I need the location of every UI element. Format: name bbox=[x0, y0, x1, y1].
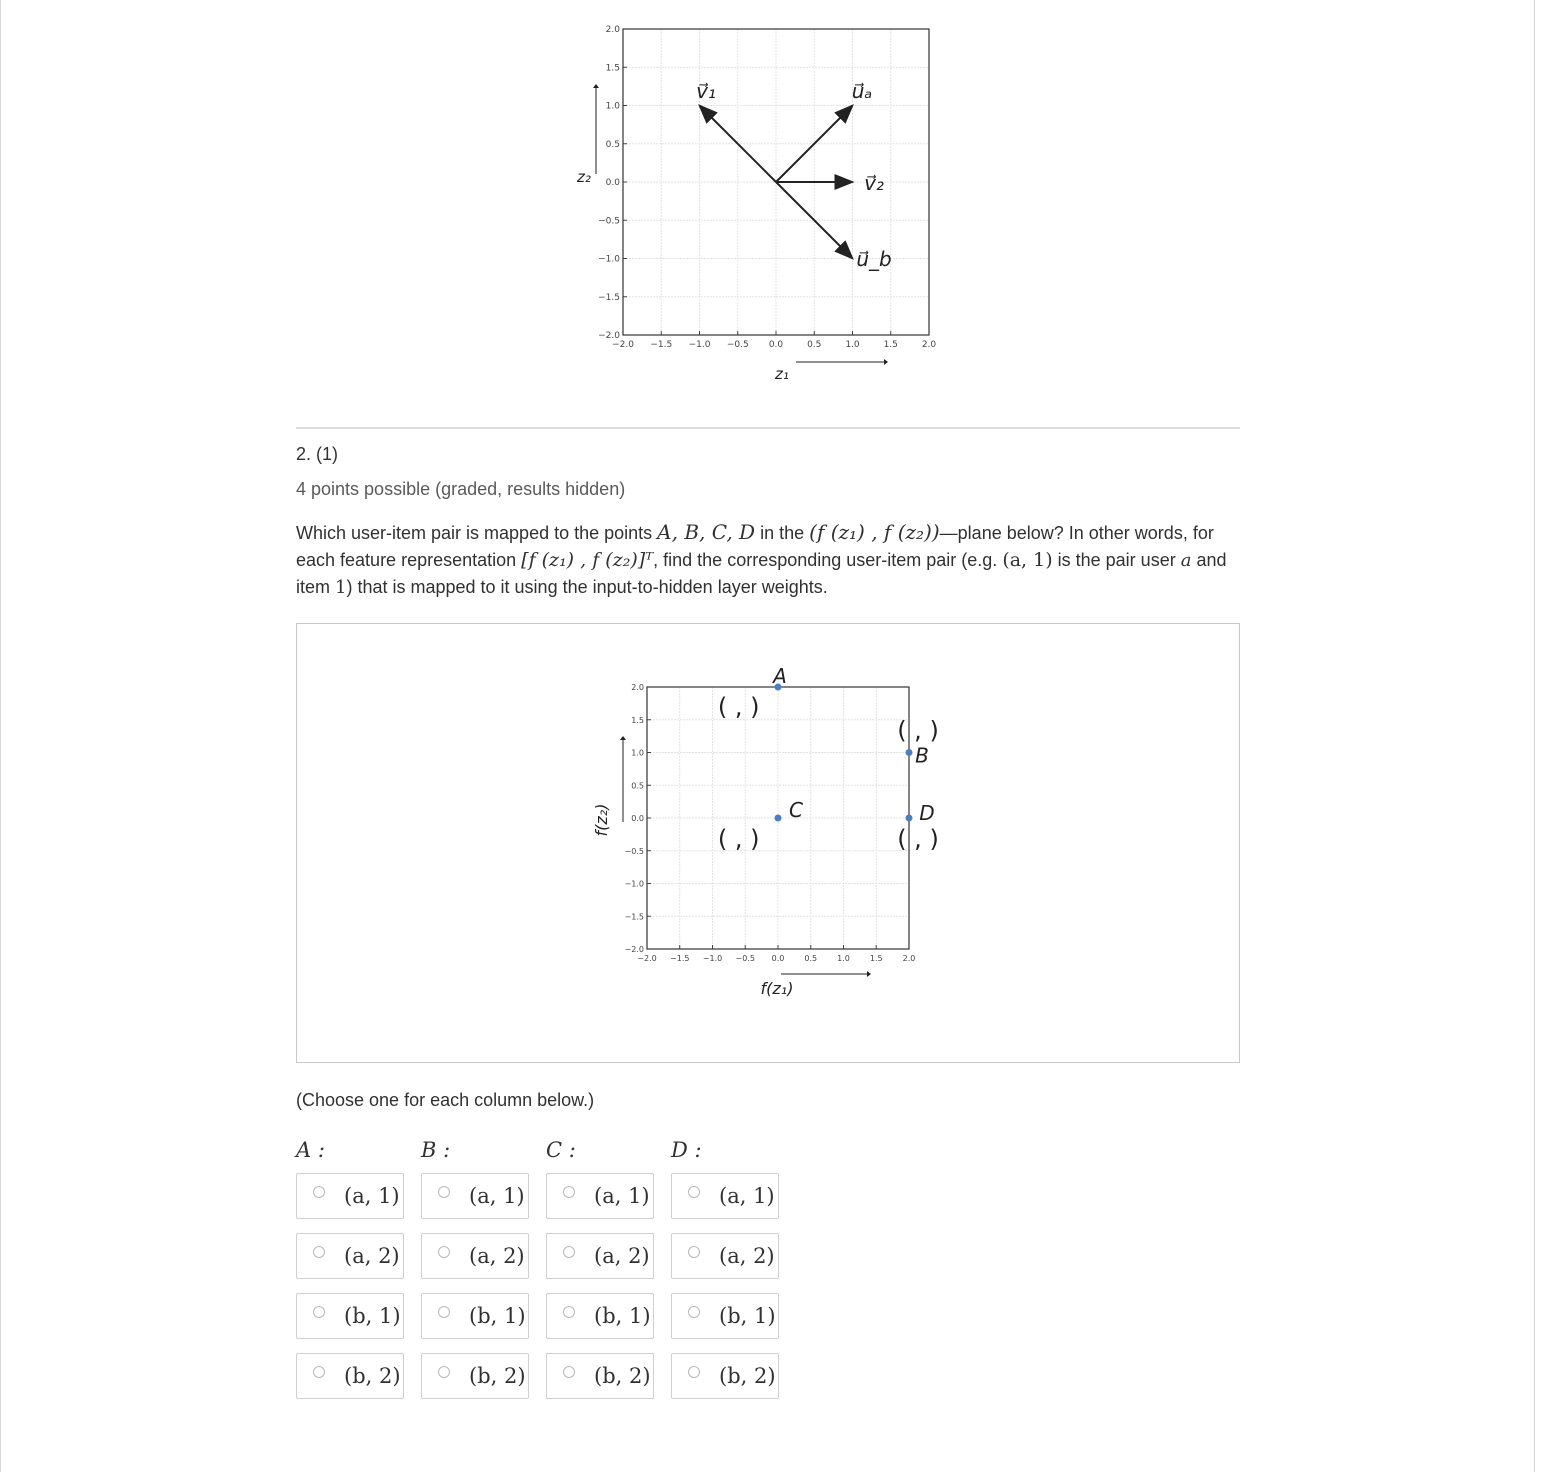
answer-blank-C: ( , ) bbox=[717, 825, 760, 853]
radio-button[interactable] bbox=[438, 1186, 450, 1198]
answer-option[interactable] bbox=[421, 1173, 529, 1219]
x-tick-label: −2.0 bbox=[637, 954, 657, 963]
x-tick-label: 2.0 bbox=[921, 340, 937, 350]
x-tick-label: 1.0 bbox=[845, 340, 860, 350]
x-tick-label: 0.5 bbox=[807, 340, 822, 350]
y-tick-label: −0.5 bbox=[598, 216, 620, 227]
answer-option[interactable] bbox=[296, 1173, 404, 1219]
feature-plane-figure-box bbox=[296, 623, 1240, 1063]
prompt-text: Which user-item pair is mapped to the points bbox=[296, 523, 658, 543]
page-border-left bbox=[0, 0, 1, 1472]
y-tick-label: 1.0 bbox=[631, 748, 644, 758]
vector-ub bbox=[776, 182, 853, 259]
radio-button[interactable] bbox=[563, 1186, 575, 1198]
problem-title: 2. (1) bbox=[296, 444, 339, 464]
x-tick-label: 0.5 bbox=[804, 954, 818, 963]
radio-button[interactable] bbox=[313, 1186, 325, 1198]
y-tick-label: −1.5 bbox=[598, 292, 620, 303]
answer-option[interactable] bbox=[671, 1293, 779, 1339]
prompt-math-points: A, B, C, D bbox=[657, 520, 756, 544]
answer-option[interactable] bbox=[546, 1353, 654, 1399]
answer-option[interactable] bbox=[296, 1293, 404, 1339]
radio-button[interactable] bbox=[688, 1186, 700, 1198]
option-label: (a, 1) bbox=[344, 1184, 400, 1208]
column-header: D : bbox=[671, 1138, 702, 1162]
option-label: (b, 1) bbox=[719, 1304, 776, 1328]
option-label: (b, 1) bbox=[469, 1304, 526, 1328]
column-header: A : bbox=[296, 1138, 325, 1162]
prompt-math-item: 1 bbox=[335, 577, 347, 598]
x-tick-label: −2.0 bbox=[612, 340, 634, 350]
answer-option[interactable] bbox=[421, 1293, 529, 1339]
option-label: (b, 2) bbox=[344, 1364, 401, 1388]
option-label: (a, 1) bbox=[719, 1184, 775, 1208]
y-axis-arrow-head bbox=[593, 84, 599, 88]
y-tick-label: 2.0 bbox=[605, 25, 620, 35]
option-label: (a, 2) bbox=[344, 1244, 400, 1268]
y-tick-label: −1.5 bbox=[624, 912, 644, 922]
option-label: (b, 2) bbox=[719, 1364, 776, 1388]
radio-button[interactable] bbox=[688, 1246, 700, 1258]
x-tick-label: 1.5 bbox=[883, 340, 898, 350]
point-label-C: C bbox=[789, 798, 803, 822]
radio-button[interactable] bbox=[313, 1306, 325, 1318]
vector-label-v2: v⃗₂ bbox=[864, 171, 884, 195]
point-B bbox=[906, 749, 913, 756]
answer-column-c bbox=[546, 1138, 657, 1388]
y-tick-label: 0.0 bbox=[605, 178, 620, 188]
y-tick-label: −0.5 bbox=[624, 846, 644, 856]
x-tick-label: −0.5 bbox=[726, 340, 749, 350]
y-tick-label: 1.5 bbox=[631, 715, 644, 725]
answer-blank-D: ( , ) bbox=[897, 825, 939, 853]
radio-button[interactable] bbox=[438, 1246, 450, 1258]
option-label: (b, 1) bbox=[344, 1304, 401, 1328]
option-label: (a, 2) bbox=[719, 1244, 775, 1268]
answer-blank-B: ( , ) bbox=[897, 716, 939, 745]
choose-instructions: (Choose one for each column below.) bbox=[296, 1090, 595, 1110]
prompt-math-example: (a, 1) bbox=[1002, 549, 1053, 571]
section-divider bbox=[296, 427, 1240, 429]
point-D bbox=[906, 815, 913, 822]
x-tick-label: 2.0 bbox=[902, 954, 916, 963]
x-axis-arrow-head bbox=[884, 359, 888, 365]
option-label: (a, 1) bbox=[594, 1184, 650, 1208]
prompt-text: is the pair user bbox=[1052, 550, 1181, 570]
y-tick-label: 1.5 bbox=[605, 63, 620, 74]
x-axis-label: z₁ bbox=[775, 365, 789, 383]
x-tick-label: 1.5 bbox=[869, 954, 883, 963]
radio-button[interactable] bbox=[563, 1246, 575, 1258]
y-axis-label: f(z₂) bbox=[592, 803, 611, 837]
y-tick-label: −1.0 bbox=[624, 879, 644, 889]
answer-option[interactable] bbox=[421, 1353, 529, 1399]
answer-option[interactable] bbox=[546, 1233, 654, 1279]
answer-option[interactable] bbox=[296, 1233, 404, 1279]
radio-button[interactable] bbox=[688, 1366, 700, 1378]
y-tick-label: 1.0 bbox=[605, 101, 620, 112]
x-tick-label: 1.0 bbox=[837, 954, 850, 963]
y-tick-label: 0.5 bbox=[605, 139, 620, 150]
answer-option[interactable] bbox=[546, 1173, 654, 1219]
answer-column-a bbox=[296, 1138, 407, 1388]
answer-option[interactable] bbox=[671, 1233, 779, 1279]
prompt-text: —plane below? In other words, for each feature representation bbox=[296, 523, 1214, 570]
x-axis-label: f(z₁) bbox=[760, 979, 794, 998]
point-label-B: B bbox=[915, 743, 929, 768]
option-label: (b, 1) bbox=[594, 1304, 651, 1328]
x-tick-label: −0.5 bbox=[735, 954, 755, 963]
page-border-right bbox=[1534, 0, 1535, 1472]
prompt-math-plane: (f (z₁) , f (z₂)) bbox=[809, 520, 940, 544]
option-label: (a, 1) bbox=[469, 1184, 525, 1208]
vector-figure bbox=[566, 16, 986, 396]
points-possible: 4 points possible (graded, results hidden) bbox=[296, 479, 626, 499]
option-label: (a, 2) bbox=[469, 1244, 525, 1268]
point-C bbox=[775, 815, 782, 822]
prompt-text: ) that is mapped to it using the input-to-hidden layer weights. bbox=[346, 577, 828, 597]
radio-button[interactable] bbox=[313, 1366, 325, 1378]
y-tick-label: 2.0 bbox=[631, 683, 644, 692]
x-tick-label: −1.5 bbox=[650, 340, 673, 350]
option-label: (b, 2) bbox=[594, 1364, 651, 1388]
x-tick-label: 0.0 bbox=[768, 340, 784, 350]
y-tick-label: 0.5 bbox=[631, 781, 644, 791]
option-label: (a, 2) bbox=[594, 1244, 650, 1268]
radio-button[interactable] bbox=[313, 1246, 325, 1258]
question-prompt bbox=[296, 519, 1240, 601]
y-tick-label: 0.0 bbox=[631, 814, 644, 823]
prompt-text: in the bbox=[755, 523, 810, 543]
column-header: B : bbox=[421, 1138, 451, 1162]
radio-button[interactable] bbox=[563, 1306, 575, 1318]
y-tick-label: −1.0 bbox=[598, 254, 620, 265]
x-tick-label: −1.0 bbox=[702, 954, 723, 963]
answer-option[interactable] bbox=[296, 1353, 404, 1399]
radio-button[interactable] bbox=[563, 1366, 575, 1378]
point-label-A: A bbox=[773, 664, 787, 688]
answer-option[interactable] bbox=[546, 1293, 654, 1339]
radio-button[interactable] bbox=[438, 1306, 450, 1318]
radio-button[interactable] bbox=[438, 1366, 450, 1378]
feature-plane-figure bbox=[592, 664, 965, 1009]
y-axis-label: z₂ bbox=[577, 168, 591, 186]
y-tick-label: −2.0 bbox=[598, 331, 620, 341]
answer-option[interactable] bbox=[421, 1233, 529, 1279]
x-tick-label: −1.0 bbox=[688, 340, 711, 350]
answer-option[interactable] bbox=[671, 1173, 779, 1219]
y-tick-label: −2.0 bbox=[624, 945, 644, 954]
radio-button[interactable] bbox=[688, 1306, 700, 1318]
prompt-math-user: a bbox=[1180, 550, 1192, 571]
vector-label-ub: u⃗_b bbox=[856, 247, 892, 271]
x-tick-label: −1.5 bbox=[670, 954, 690, 963]
prompt-text: , find the corresponding user-item pair (e.g. bbox=[653, 550, 1003, 570]
vector-label-ua: u⃗ₐ bbox=[851, 79, 873, 103]
answer-column-b bbox=[421, 1138, 532, 1388]
answer-blank-A: ( , ) bbox=[717, 693, 760, 721]
x-tick-label: 0.0 bbox=[771, 954, 785, 963]
answer-option[interactable] bbox=[671, 1353, 779, 1399]
x-axis-arrow-head bbox=[867, 971, 871, 977]
prompt-math-vector: [f (z₁) , f (z₂)]ᵀ bbox=[521, 549, 654, 571]
column-header: C : bbox=[546, 1138, 576, 1162]
y-axis-arrow-head bbox=[620, 736, 626, 740]
vector-label-v1: v⃗₁ bbox=[696, 79, 716, 103]
option-label: (b, 2) bbox=[469, 1364, 526, 1388]
point-label-D: D bbox=[919, 801, 935, 825]
answer-column-d bbox=[671, 1138, 782, 1388]
prompt-text: and item bbox=[296, 550, 1227, 597]
